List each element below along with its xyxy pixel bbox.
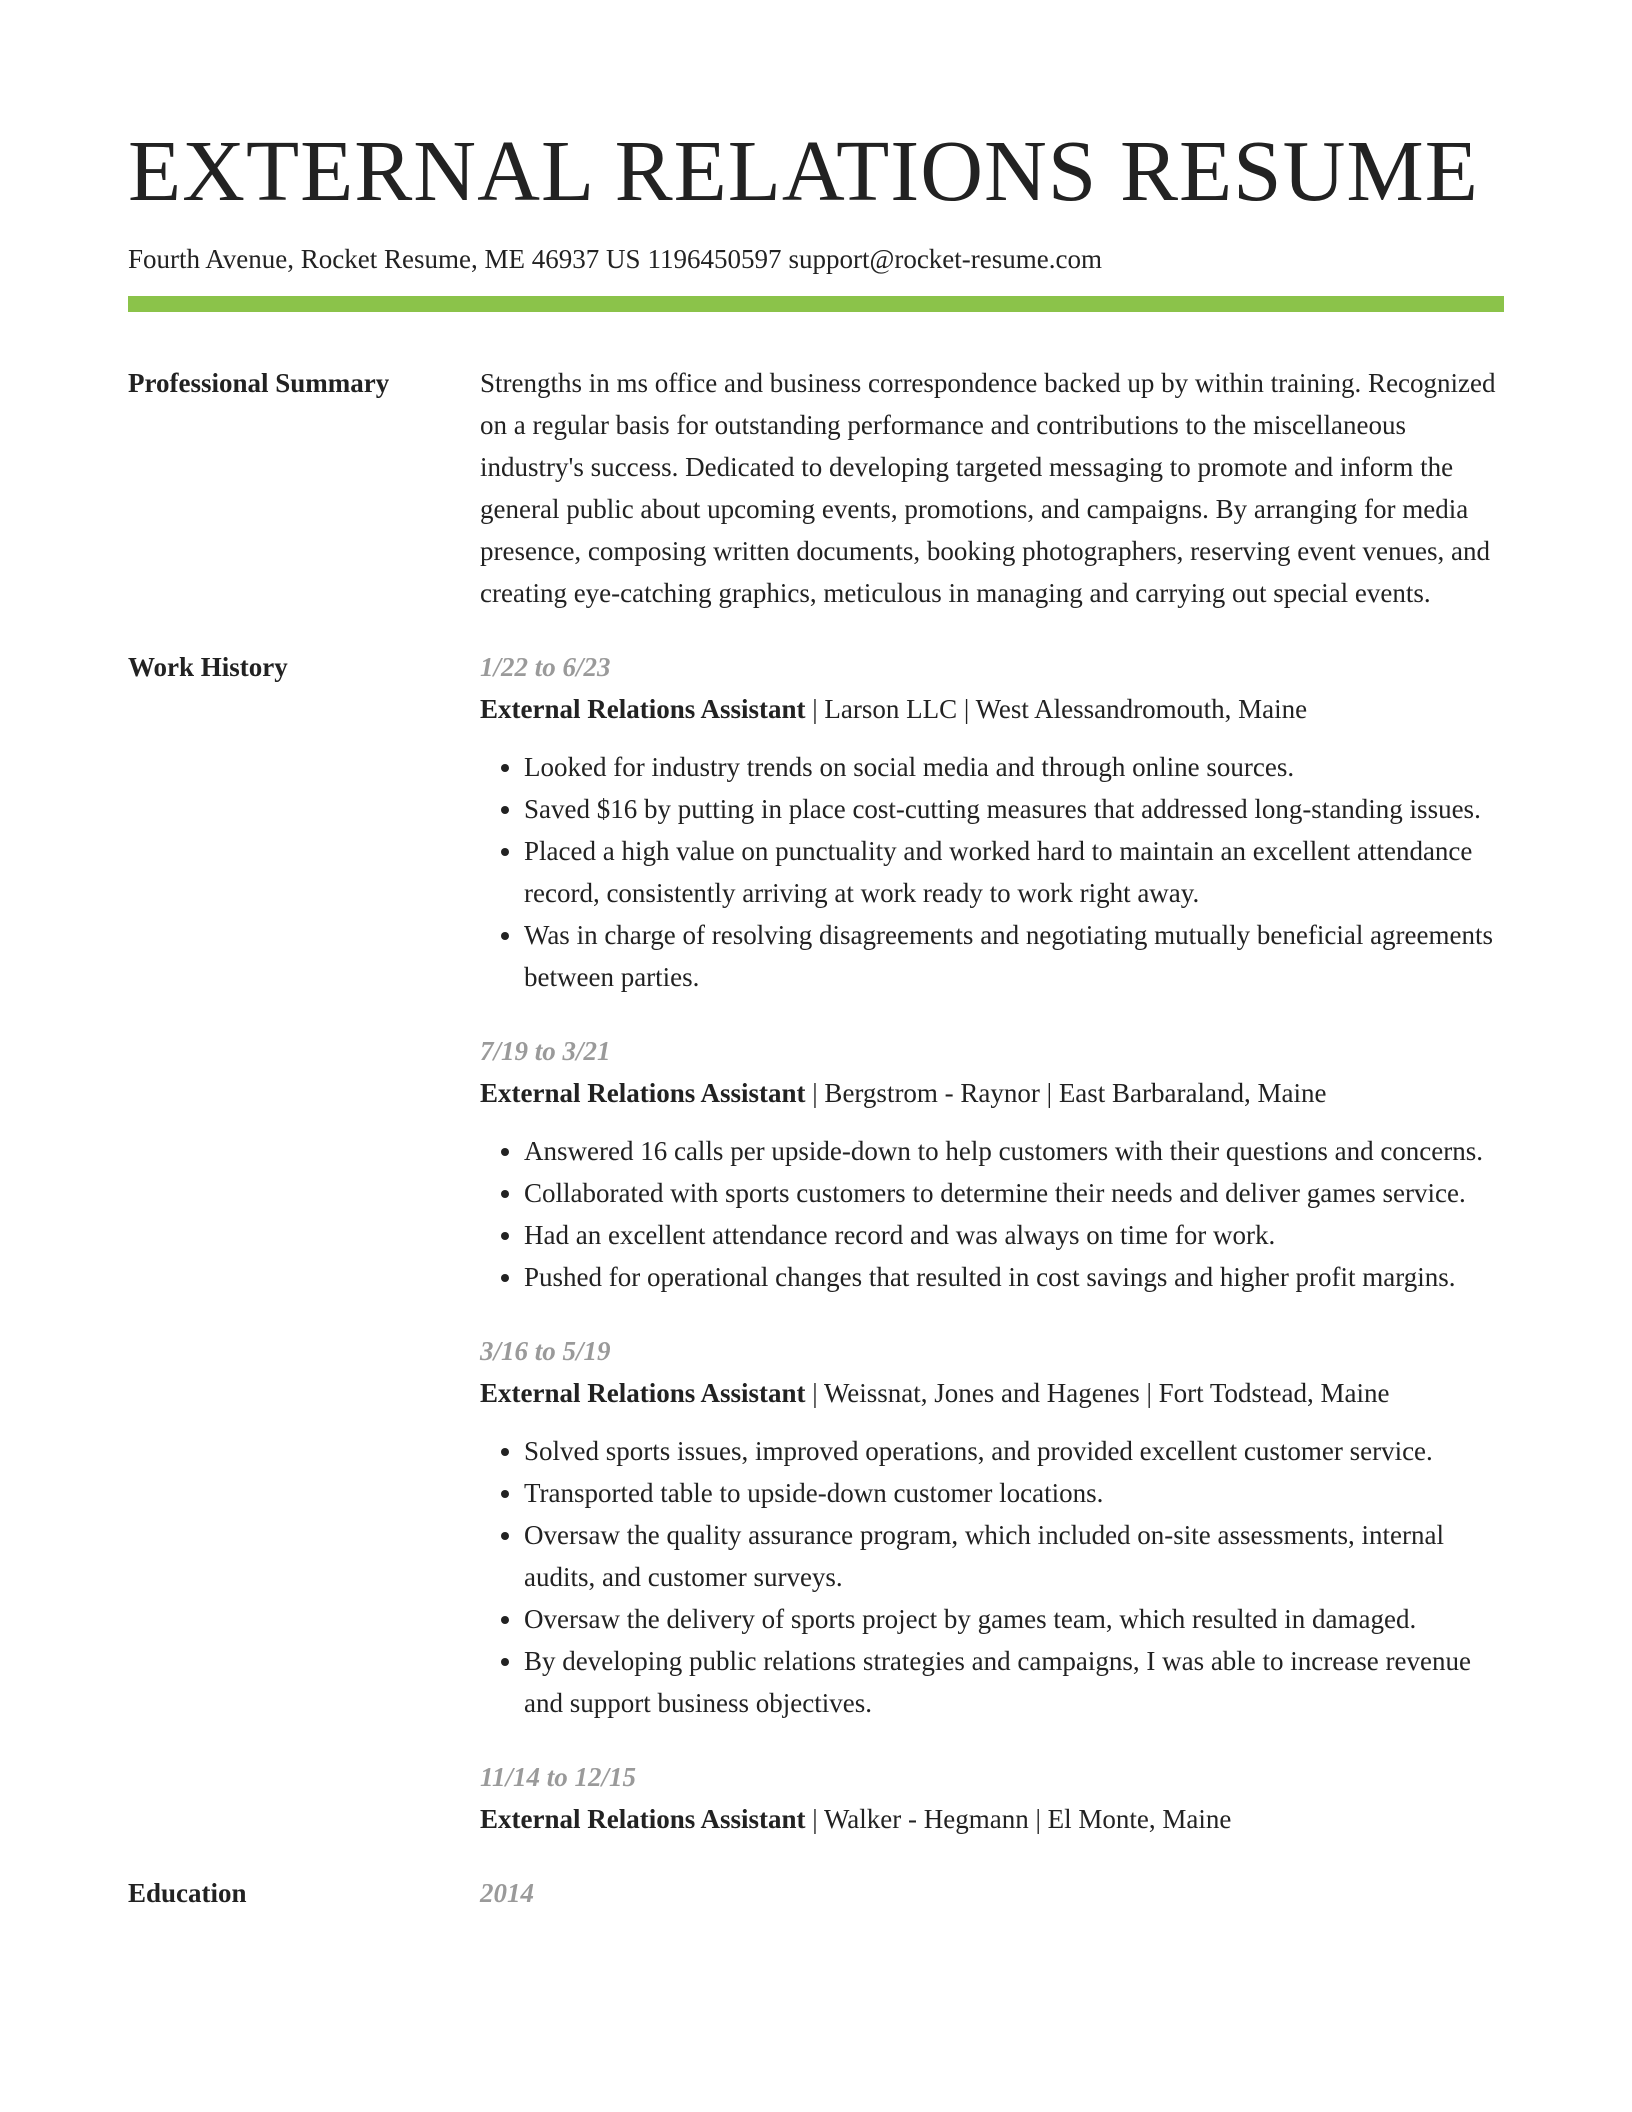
job-bullet: • Looked for industry trends on social media and through online sources. (524, 746, 1504, 788)
job-date: 11/14 to 12/15 (480, 1762, 637, 1792)
section-label-summary: Professional Summary (128, 368, 390, 398)
work-history-body (480, 646, 1504, 1840)
job-heading (480, 1072, 1504, 1114)
contact-address: Fourth Avenue, Rocket Resume, ME 46937 US (128, 244, 641, 274)
contact-line (128, 242, 1504, 276)
job-title: External Relations Assistant (480, 694, 806, 724)
job-bullet: • Solved sports issues, improved operations, and provided excellent customer service. (524, 1430, 1504, 1472)
job-details: | Walker - Hegmann | El Monte, Maine (805, 1804, 1232, 1834)
job-heading (480, 688, 1504, 730)
job-heading (480, 1372, 1504, 1414)
job-bullet: • Pushed for operational changes that resulted in cost savings and higher profit margins. (524, 1256, 1504, 1298)
contact-email: support@rocket-resume.com (788, 244, 1102, 274)
summary-section (128, 362, 1504, 614)
job-entry (480, 1756, 1504, 1840)
education-section (128, 1872, 1504, 1914)
section-label-education: Education (128, 1878, 247, 1908)
job-bullet-list (480, 1130, 1504, 1298)
job-bullet: • Transported table to upside-down customer locations. (524, 1472, 1504, 1514)
resume-title: EXTERNAL RELATIONS RESUME (128, 122, 1479, 219)
job-bullet: • Placed a high value on punctuality and worked hard to maintain an excellent attendance record, consistently arriving at work ready to work right away. (524, 830, 1504, 914)
job-heading (480, 1798, 1504, 1840)
job-bullet: • By developing public relations strategies and campaigns, I was able to increase revenue and support business objectives. (524, 1640, 1504, 1724)
job-date: 1/22 to 6/23 (480, 652, 611, 682)
education-body (480, 1872, 1504, 1914)
job-bullet: • Had an excellent attendance record and was always on time for work. (524, 1214, 1504, 1256)
job-bullet: • Saved $16 by putting in place cost-cutting measures that addressed long-standing issues. (524, 788, 1504, 830)
job-date: 3/16 to 5/19 (480, 1336, 611, 1366)
job-details: | Larson LLC | West Alessandromouth, Maine (805, 694, 1308, 724)
job-details: | Bergstrom - Raynor | East Barbaraland, Maine (805, 1078, 1327, 1108)
job-details: | Weissnat, Jones and Hagenes | Fort Todstead, Maine (805, 1378, 1390, 1408)
job-bullet: • Was in charge of resolving disagreements and negotiating mutually beneficial agreements between parties. (524, 914, 1504, 998)
job-bullet-list (480, 1430, 1504, 1724)
job-bullet: • Collaborated with sports customers to determine their needs and deliver games service. (524, 1172, 1504, 1214)
job-title: External Relations Assistant (480, 1378, 806, 1408)
summary-text: Strengths in ms office and business correspondence backed up by within training. Recognized on a regular basis for outstanding performance and contributions to the miscellaneous industry's success. Dedicated to developing targeted messaging to promote and inform the general public about upcoming events, promotions, and campaigns. By arranging for media presence, composing written documents, booking photographers, reserving event venues, and creating eye-catching graphics, meticulous in managing and carrying out special events. (480, 368, 1496, 608)
job-title: External Relations Assistant (480, 1804, 806, 1834)
job-bullet: • Answered 16 calls per upside-down to help customers with their questions and concerns. (524, 1130, 1504, 1172)
job-entry (480, 1330, 1504, 1724)
education-date: 2014 (480, 1878, 534, 1908)
job-bullet: • Oversaw the delivery of sports project by games team, which resulted in damaged. (524, 1598, 1504, 1640)
job-entry (480, 646, 1504, 998)
section-label-work-history: Work History (128, 652, 288, 682)
work-history-section (128, 646, 1504, 1840)
header-divider (128, 296, 1504, 312)
job-bullet-list (480, 746, 1504, 998)
job-entry (480, 1030, 1504, 1298)
job-date: 7/19 to 3/21 (480, 1036, 611, 1066)
contact-phone: 1196450597 (647, 244, 782, 274)
job-title: External Relations Assistant (480, 1078, 806, 1108)
job-bullet: • Oversaw the quality assurance program, which included on-site assessments, internal audits, and customer surveys. (524, 1514, 1504, 1598)
